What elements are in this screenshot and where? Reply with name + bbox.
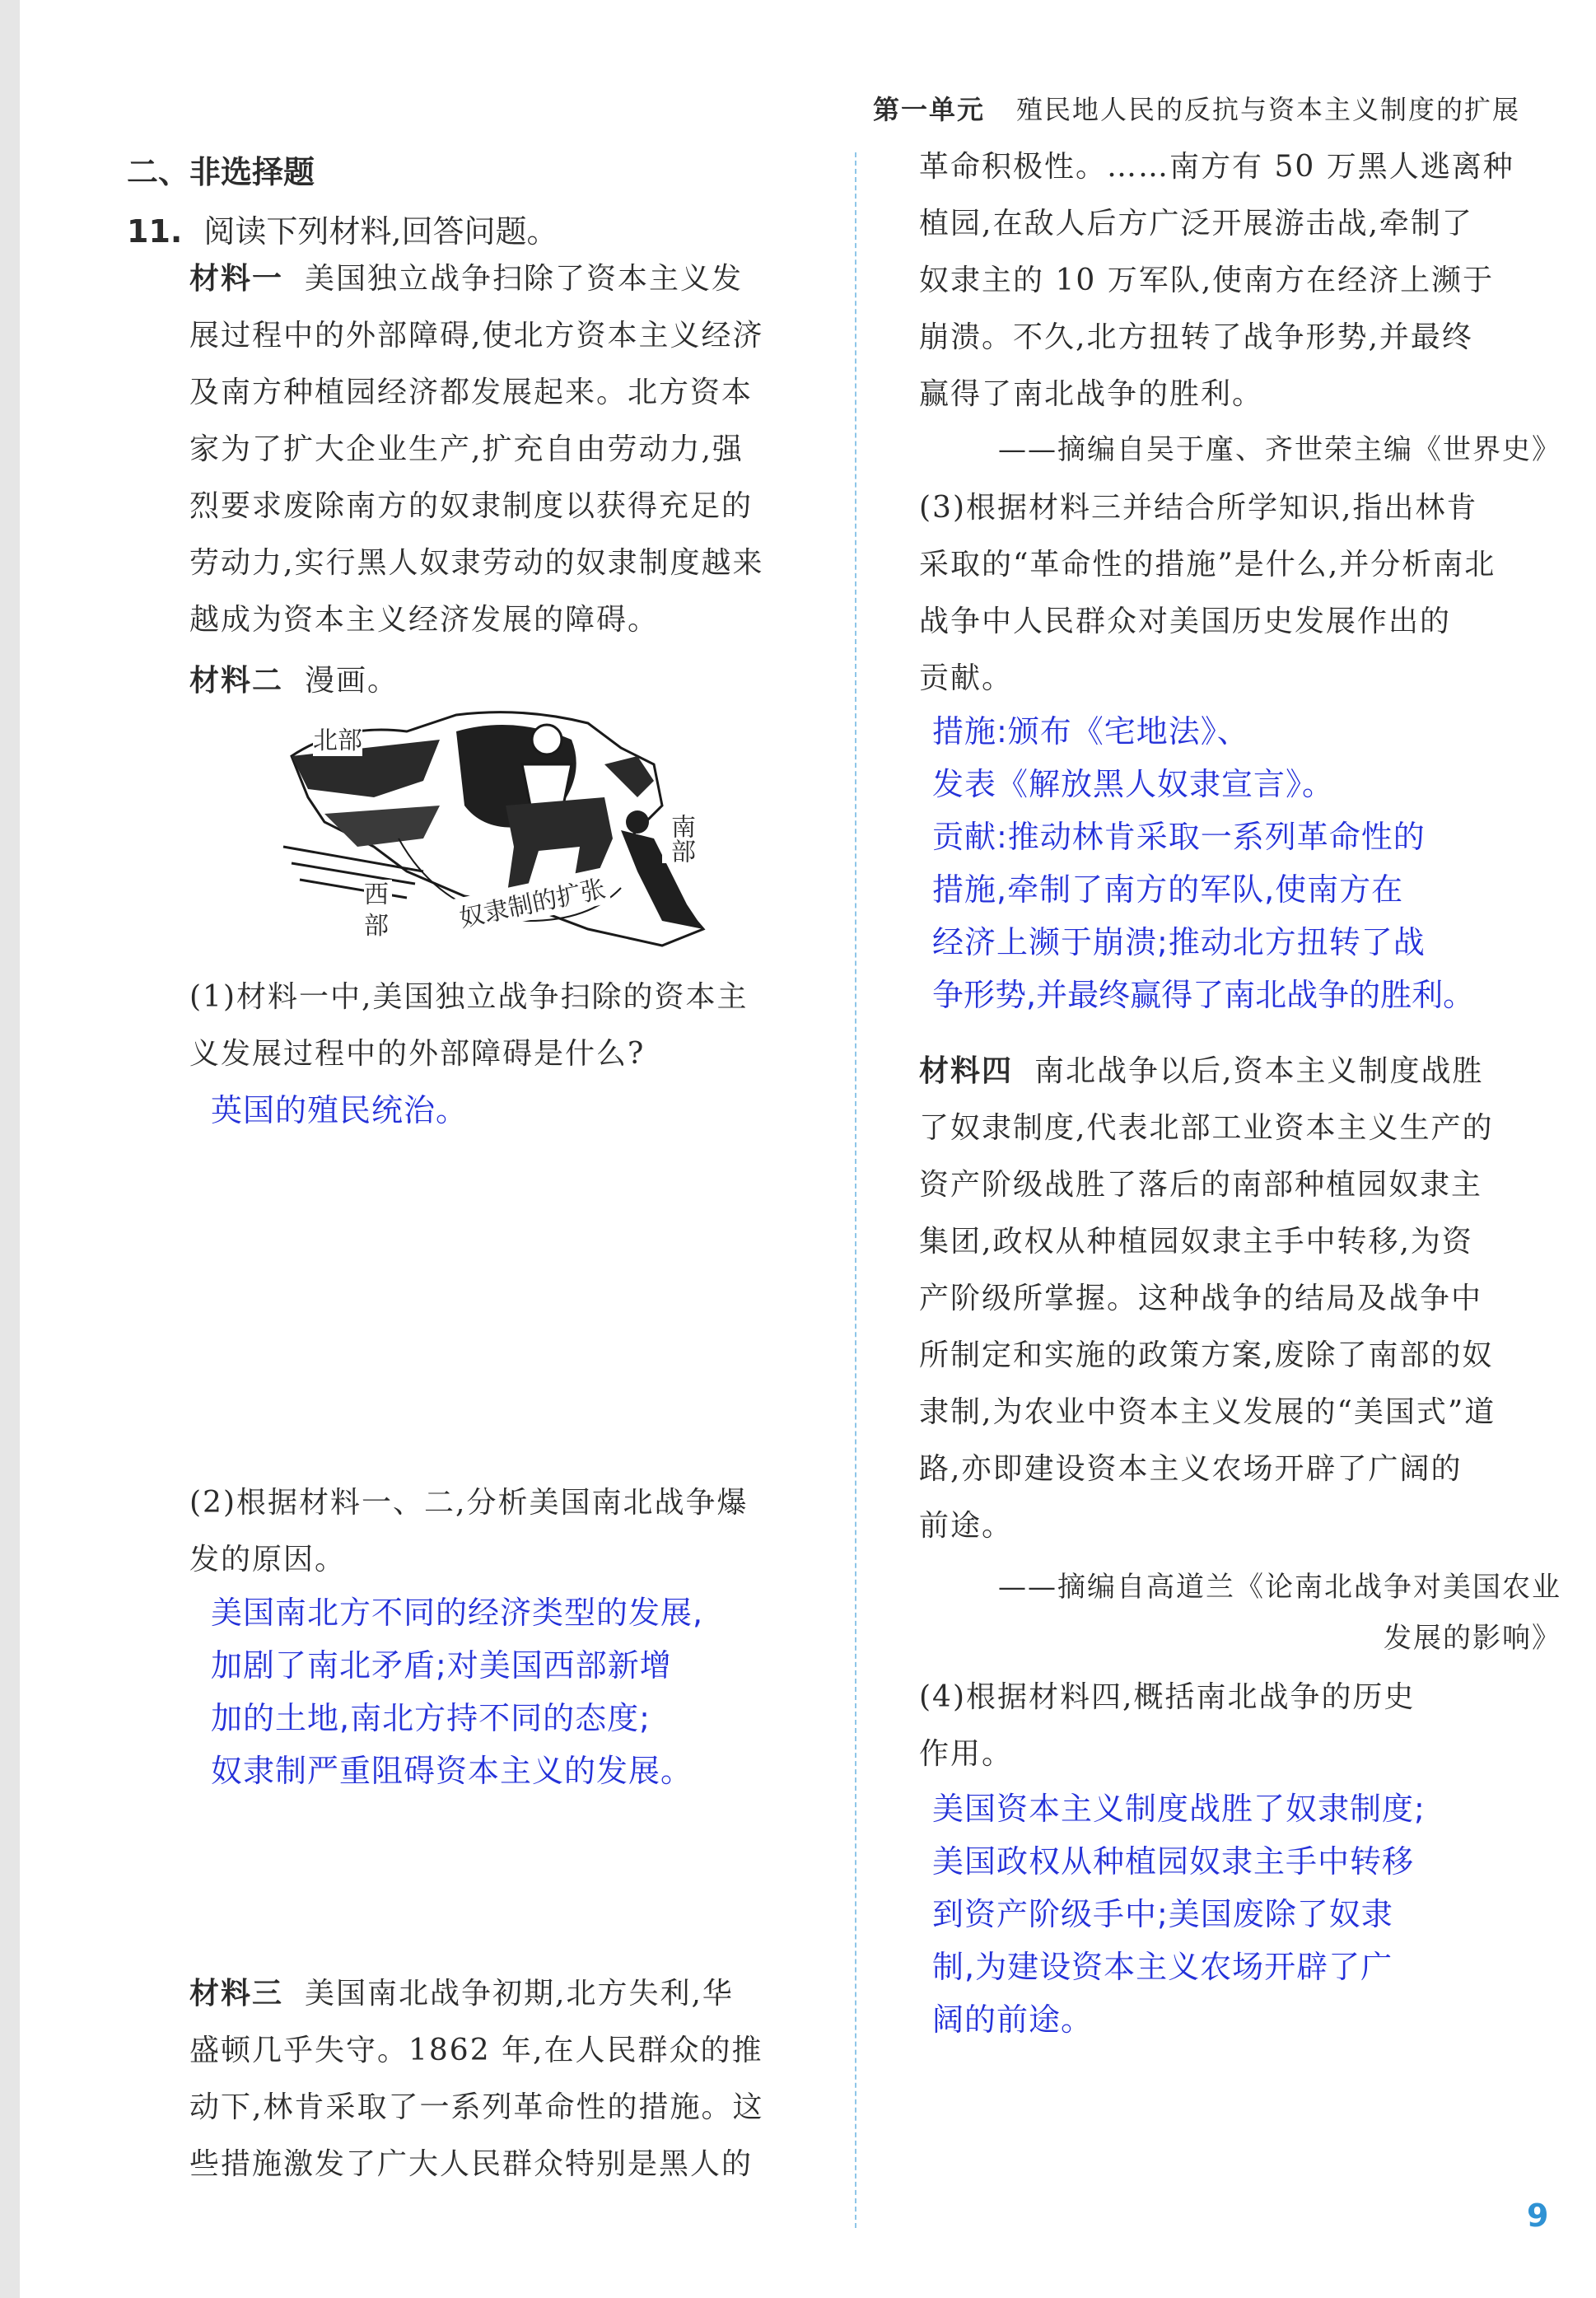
cartoon-label-west: 西部 xyxy=(364,880,392,942)
question-4: (4)根据材料四,概括南北战争的历史 作用。 xyxy=(919,1680,1416,1771)
cartoon-label-south: 南部 xyxy=(662,814,698,863)
material-four-citation: ——摘编自高道兰《论南北战争对美国农业 发展的影响》 xyxy=(998,1571,1561,1655)
question-prompt-text: 阅读下列材料,回答问题。 xyxy=(203,213,558,250)
cartoon-caption: 奴隶制的扩张 xyxy=(452,867,611,935)
section-heading: 二、非选择题 xyxy=(127,154,315,190)
unit-title: 殖民地人民的反抗与资本主义制度的扩展 xyxy=(1016,94,1521,125)
material-four: 材料四 南北战争以后,资本主义制度战胜 了奴隶制度,代表北部工业资本主义生产的 资产阶级战胜了落后的南部种植园奴隶主 集团,政权从种植园奴隶主手中转移,为资 产阶级所掌握。这种战争的结局及战争中 所制定和实施的政策方案,废除了南部的奴 隶制,为农业中资本主义发展的“美国式”道 路,亦即建设资本主义农场开辟了广阔的 前途。 xyxy=(919,1054,1496,1543)
answer-4: 美国资本主义制度战胜了奴隶制度; 美国政权从种植园奴隶主手中转移 到资产阶级手中;美国废除了奴隶 制,为建设资本主义农场开辟了广 阔的前途。 xyxy=(932,1791,1426,2038)
slavery-expansion-cartoon xyxy=(275,707,736,954)
material-one: 材料一 美国独立战争扫除了资本主义发 展过程中的外部障碍,使北方资本主义经济 及南方种植园经济都发展起来。北方资本 家为了扩大企业生产,扩充自由劳动力,强 烈要求废除南方的奴隶制度以获得充足的 劳动力,实行黑人奴隶劳动的奴隶制度越来 越成为资本主义经济发展的障碍。 xyxy=(189,262,764,637)
material-two: 材料二 漫画。 xyxy=(189,664,399,698)
material-one-label: 材料一 xyxy=(189,262,284,296)
question-prompt xyxy=(127,206,558,251)
material-three-label: 材料三 xyxy=(189,1977,284,2011)
material-three-part-2: 革命积极性。……南方有 50 万黑人逃离种 植园,在敌人后方广泛开展游击战,牵制了 奴隶主的 10 万军队,使南方在经济上濒于 崩溃。不久,北方扭转了战争形势,并最终 赢得了南北战争的胜利。 xyxy=(919,150,1514,411)
question-2: (2)根据材料一、二,分析美国南北战争爆 发的原因。 xyxy=(189,1486,749,1576)
answer-2: 美国南北方不同的经济类型的发展, 加剧了南北矛盾;对美国西部新增 加的土地,南北方持不同的态度; 奴隶制严重阻碍资本主义的发展。 xyxy=(211,1595,704,1789)
worksheet-page xyxy=(20,0,1596,2298)
question-3: (3)根据材料三并结合所学知识,指出林肯 采取的“革命性的措施”是什么,并分析南北 战争中人民群众对美国历史发展作出的 贡献。 xyxy=(919,491,1496,695)
column-divider xyxy=(855,152,856,2228)
material-three-part-1: 材料三 美国南北战争初期,北方失利,华 盛顿几乎失守。1862 年,在人民群众的推 动下,林肯采取了一系列革命性的措施。这 些措施激发了广大人民群众特别是黑人的 xyxy=(189,1977,764,2181)
material-four-label: 材料四 xyxy=(919,1054,1014,1088)
cartoon-label-north: 北部 xyxy=(313,720,362,756)
question-number: 11. xyxy=(127,213,183,250)
unit-label: 第一单元 xyxy=(873,94,986,125)
page-number: 9 xyxy=(1527,2198,1549,2234)
question-1: (1)材料一中,美国独立战争扫除的资本主 义发展过程中的外部障碍是什么? xyxy=(189,980,749,1071)
material-three-citation: ——摘编自吴于廑、齐世荣主编《世界史》 xyxy=(998,433,1561,466)
answer-3: 措施:颁布《宅地法》、 发表《解放黑人奴隶宣言》。 贡献:推动林肯采取一系列革命性的 措施,牵制了南方的军队,使南方在 经济上濒于崩溃;推动北方扭转了战 争形势,并最终赢得了南北战争的胜利。 xyxy=(932,713,1475,1013)
answer-1: 英国的殖民统治。 xyxy=(211,1092,469,1128)
material-two-label: 材料二 xyxy=(189,664,284,698)
